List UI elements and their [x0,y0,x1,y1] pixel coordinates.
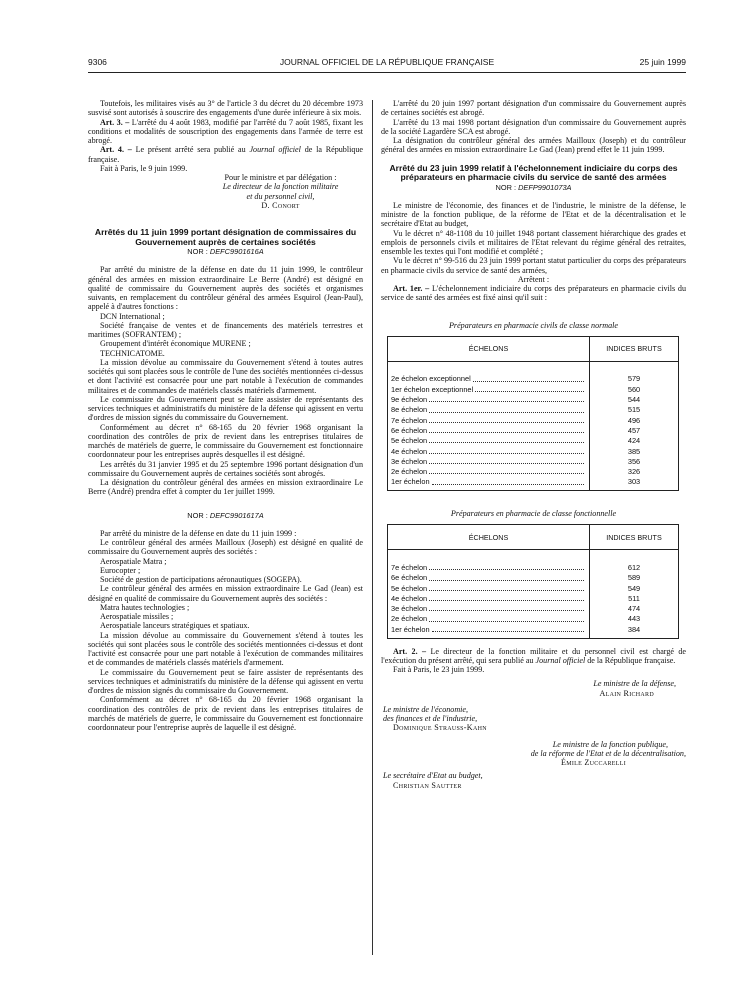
nor-label: NOR : [495,182,517,192]
list-item: Société de gestion de participations aéronautiques (SOGEPA). [100,575,302,585]
leader-dots [429,563,584,570]
fait-a-paris: Fait à Paris, le 23 juin 1999. [393,665,485,675]
page-header [88,57,686,71]
echelon-table-normal [387,336,679,491]
indice-cell: 356 [590,456,679,466]
paragraph: Le commissaire du Gouvernement peut se faire assister de représentants des services techniques et administratifs du ministère de la défense qui agissent en vertu d'ordres de mission signés du commissaire du Gouvernement. [88,394,363,423]
paragraph: Par arrêté du ministre de la défense en date du 11 juin 1999, le contrôleur général des armées en mission extraordinaire Le Berre (André) est désigné en qualité de commissaire du Gouvernement auprès des sociétés et organismes suivants, en remplacement du contrôleur général des armées Esquirol (Jean-Paul), appelé à d'autres fonctions : [88,265,363,312]
article-label: Art. 4. – [100,145,132,155]
table-row [388,446,679,456]
journal-reference: Journal officiel [535,655,586,665]
list-item: Aerospatiale missiles ; [100,612,174,622]
table-row [388,415,679,425]
leader-dots [429,594,584,601]
table-row [388,374,679,384]
echelon-label: 7e échelon [391,562,428,572]
signature-line: de la réforme de l'Etat et de la décentralisation, [530,748,686,758]
list-item: Société française de ventes et de financements des matériels terrestres et maritimes (SOFRANTEM) ; [88,320,363,340]
nor-code: DEFC9901617A [209,510,264,520]
leader-dots [429,436,584,443]
table-caption: Préparateurs en pharmacie civils de classe normale [448,320,619,330]
paragraph: La mission dévolue au commissaire du Gouvernement s'étend à toutes autres sociétés qui sont placées sous le contrôle de l'une des sociétés mentionnées ci-dessus et dont l'activité est consacrée pour une part notable à l'exécution de commandes militaires et de commandes de matériels classés matériels d'armement. [88,357,363,395]
echelon-cell [388,604,590,614]
echelon-label: 2e échelon [391,467,428,477]
indice-cell: 579 [590,374,679,384]
signature-line: et du personnel civil, [246,191,315,201]
nor-reference [88,511,363,520]
list-item: TECHNICATOME. [100,348,165,358]
echelon-cell [388,562,590,572]
column-header: ÉCHELONS [388,525,590,550]
echelon-cell [388,395,590,405]
paragraph: Le contrôleur général des armées en mission extraordinaire Le Gad (Jean) est désigné en qualité de commissaire du Gouvernement auprès des sociétés : [88,584,363,603]
indice-cell: 544 [590,395,679,405]
echelon-label: 8e échelon [391,405,428,415]
echelon-label: 7e échelon [391,415,428,425]
left-column [88,99,363,732]
list-item: Eurocopter ; [100,565,141,575]
indice-cell: 326 [590,467,679,477]
echelon-cell [388,405,590,415]
paragraph: Vu le décret n° 48-1108 du 10 juillet 1948 portant classement hiérarchique des grades et emplois de personnels civils et militaires de l'Etat relevant du régime général des retraites, ensemble les textes qui l'ont modifié et complété ; [381,228,686,257]
issue-date: 25 juin 1999 [639,57,686,67]
article-2 [381,647,686,666]
echelon-cell [388,624,590,638]
article-text: de la République française. [587,655,676,665]
echelon-cell [388,436,590,446]
journal-reference: Journal officiel [249,145,301,155]
list-item: Matra hautes technologies ; [100,602,190,612]
echelon-cell [388,467,590,477]
signatory-name: Dominique Strauss-Kahn [393,723,487,733]
indice-cell: 303 [590,477,679,491]
table-row [388,614,679,624]
list-item: Aerospatiale Matra ; [100,556,167,566]
table-row [388,436,679,446]
signature-line: Le directeur de la fonction militaire [222,182,339,192]
echelon-label: 4e échelon [391,593,428,603]
leader-dots [473,374,584,381]
nor-code: DEFC9901616A [209,247,264,257]
decree-title: Arrêté du 23 juin 1999 relatif à l'échelonnement indiciaire du corps des préparateurs en pharmacie civils du service de santé des armées [389,162,678,183]
indice-cell: 424 [590,436,679,446]
signatory-name: Émile Zuccarelli [560,758,626,768]
signature-line: Le ministre de la défense, [593,679,676,689]
echelon-cell [388,573,590,583]
signature-line: Pour le ministre et par délégation : [224,173,337,182]
article-label: Art. 3. – [100,117,130,127]
signature-block [381,679,686,698]
paragraph: Conformément au décret n° 68-165 du 20 février 1968 organisant la coordination des contrôles de prix de revient dans les entreprises titulaires de marchés de matériels de guerre, le commissaire du Gouvernement est fonctionnaire coordonnateur pour l'entreprise auprès de laquelle il est désigné. [88,695,363,733]
list-item: Groupement d'intérêt économique MURENE ; [100,339,251,349]
table-row [388,624,679,638]
header-rule [88,72,686,73]
indice-cell: 496 [590,415,679,425]
paragraph: Par arrêté du ministre de la défense en date du 11 juin 1999 : [100,528,297,538]
leader-dots [432,625,584,632]
list-item: Aerospatiale lanceurs stratégiques et spatiaux. [100,621,250,631]
echelon-cell [388,593,590,603]
signature-line: Le ministre de la fonction publique, [552,739,668,749]
column-header: INDICES BRUTS [590,525,679,550]
journal-title: JOURNAL OFFICIEL DE LA RÉPUBLIQUE FRANÇAISE [279,57,495,67]
column-header: ÉCHELONS [388,336,590,361]
leader-dots [429,405,584,412]
table-row [388,583,679,593]
paragraph: Le ministre de l'économie, des finances et de l'industrie, le ministre de la défense, le ministre de la fonction publique, de la réforme de l'Etat et de la décentralisation et le secrétaire d'Etat au budget, [381,200,686,229]
leader-dots [475,385,584,392]
table-row [388,467,679,477]
echelon-cell [388,384,590,394]
indice-cell: 589 [590,573,679,583]
signatory-name: Christian Sautter [393,780,462,790]
echelon-label: 1er échelon [391,624,430,634]
leader-dots [429,604,584,611]
leader-dots [429,467,584,474]
signatory-name: Alain Richard [599,688,654,698]
indice-cell: 474 [590,604,679,614]
arretent: Arrêtent : [517,274,550,284]
echelon-cell [388,614,590,624]
indice-cell: 560 [590,384,679,394]
signature-block [381,771,686,790]
article-label: Art. 2. – [393,646,427,656]
echelon-label: 6e échelon [391,573,428,583]
nor-label: NOR : [187,247,208,257]
article-text: de la République française. [88,145,364,164]
signature-block [381,705,686,733]
article-text: L'arrêté du 4 août 1983, modifié par l'arrêté du 7 août 1985, fixant les conditions et modalités de souscription des engagements dans l'armée de terre est abrogé. [88,117,363,145]
article-text: Le présent arrêté sera publié au [135,145,246,155]
page-number: 9306 [88,57,107,67]
echelon-label: 2e échelon [391,614,428,624]
echelon-label: 5e échelon [391,583,428,593]
echelon-cell [388,446,590,456]
signature-block [381,740,686,768]
echelon-cell [388,415,590,425]
echelon-label: 3e échelon [391,456,428,466]
table-row [388,425,679,435]
table-row [388,395,679,405]
column-header: INDICES BRUTS [590,336,679,361]
nor-reference [88,247,363,256]
table-caption: Préparateurs en pharmacie de classe fonctionnelle [450,509,617,519]
signature-line: Le secrétaire d'Etat au budget, [383,771,483,781]
paragraph: Le commissaire du Gouvernement peut se faire assister de représentants des services techniques et administratifs du ministère de la défense qui agissent en vertu d'ordres de mission signés du commissaire du Gouvernement. [88,667,363,696]
signature-line: des finances et de l'industrie, [383,714,478,724]
paragraph: Les arrêtés du 31 janvier 1995 et du 25 septembre 1996 portant désignation d'un commissaire du Gouvernement auprès de certaines sociétés sont abrogés. [88,459,363,478]
article-text: Le directeur de la fonction militaire et du personnel civil est chargé de l'exécution du présent arrêté, qui sera publié au [381,646,686,665]
indice-cell: 457 [590,425,679,435]
echelon-label: 3e échelon [391,604,428,614]
echelon-table-fonctionnelle [387,524,679,638]
table-row [388,456,679,466]
article-3 [88,118,363,146]
leader-dots [429,395,584,402]
indice-cell: 515 [590,405,679,415]
echelon-label: 1er échelon [391,477,430,487]
paragraph: Vu le décret n° 99-516 du 23 juin 1999 portant statut particulier du corps des préparateurs en pharmacie civils du service de santé des armées, [381,256,686,275]
list-item: DCN International ; [100,311,165,321]
nor-reference [381,183,686,192]
echelon-label: 9e échelon [391,395,428,405]
echelon-label: 2e échelon exceptionnel [391,374,471,384]
article-text: L'échelonnement indiciaire du corps des préparateurs en pharmacie civils du service de santé des armées est fixé ainsi qu'il suit : [381,284,687,303]
echelon-label: 6e échelon [391,425,428,435]
paragraph: Le contrôleur général des armées Mailloux (Joseph) est désigné en qualité de commissaire du Gouvernement auprès des sociétés : [88,538,363,557]
decree-title: Arrêtés du 11 juin 1999 portant désignation de commissaires du Gouvernement auprès de certaines sociétés [94,227,357,247]
nor-label: NOR : [187,510,208,520]
column-separator [372,100,373,955]
indice-cell: 511 [590,593,679,603]
indice-cell: 443 [590,614,679,624]
paragraph: Conformément au décret n° 68-165 du 20 février 1968 organisant la coordination des contrôles de prix de revient dans les entreprises titulaires de marchés de matériels de guerre, le commissaire du Gouvernement est fonctionnaire coordonnateur pour les entreprises auprès desquelles il est désigné. [88,422,363,460]
signature-block [88,173,363,210]
echelon-label: 4e échelon [391,446,428,456]
paragraph: L'arrêté du 20 juin 1997 portant désignation d'un commissaire du Gouvernement auprès de certaines sociétés est abrogé. [381,99,686,118]
leader-dots [432,477,584,484]
indice-cell: 612 [590,562,679,572]
paragraph: Toutefois, les militaires visés au 3° de l'article 3 du décret du 20 décembre 1973 susvisé sont autorisés à souscrire des engagements d'une durée inférieure à six mois. [88,99,363,118]
paragraph: La désignation du contrôleur général des armées en mission extraordinaire Le Berre (André) prendra effet à compter du 1er juillet 1999. [88,478,363,497]
indice-cell: 384 [590,624,679,638]
indice-cell: 549 [590,583,679,593]
signature-line: Le ministre de l'économie, [383,704,469,714]
echelon-cell [388,374,590,384]
leader-dots [429,426,584,433]
echelon-cell [388,425,590,435]
article-label: Art. 1er. – [393,284,430,294]
article-4 [88,145,363,164]
table-row [388,477,679,491]
paragraph: La désignation du contrôleur général des armées Mailloux (Joseph) et du contrôleur général des armées en mission extraordinaire Le Gad (Jean) prend effet le 11 juin 1999. [381,136,686,155]
echelon-cell [388,456,590,466]
indice-cell: 385 [590,446,679,456]
table-row [388,593,679,603]
leader-dots [429,584,584,591]
leader-dots [429,447,584,454]
leader-dots [429,457,584,464]
table-row [388,384,679,394]
leader-dots [429,416,584,423]
paragraph: L'arrêté du 13 mai 1998 portant désignation d'un commissaire du Gouvernement auprès de la société Lagardère SCA est abrogé. [381,117,686,136]
leader-dots [429,614,584,621]
signatory-name: D. Conort [261,200,300,210]
nor-code: DEFP9901073A [518,182,572,192]
echelon-cell [388,477,590,491]
paragraph: La mission dévolue au commissaire du Gouvernement s'étend à toutes les sociétés qui sont placées sous le contrôle des sociétés mentionnées ci-dessus et dont l'activité est consacrée pour une part notable à l'exécution de commandes militaires et de commandes de matériels classés matériels d'armement. [88,630,363,668]
table-row [388,405,679,415]
table-row [388,573,679,583]
echelon-cell [388,583,590,593]
table-row [388,562,679,572]
fait-a-paris: Fait à Paris, le 9 juin 1999. [100,163,188,173]
right-column [381,99,686,790]
echelon-label: 5e échelon [391,436,428,446]
leader-dots [429,573,584,580]
table-row [388,604,679,614]
echelon-label: 1er échelon exceptionnel [391,384,474,394]
article-1 [381,284,686,303]
